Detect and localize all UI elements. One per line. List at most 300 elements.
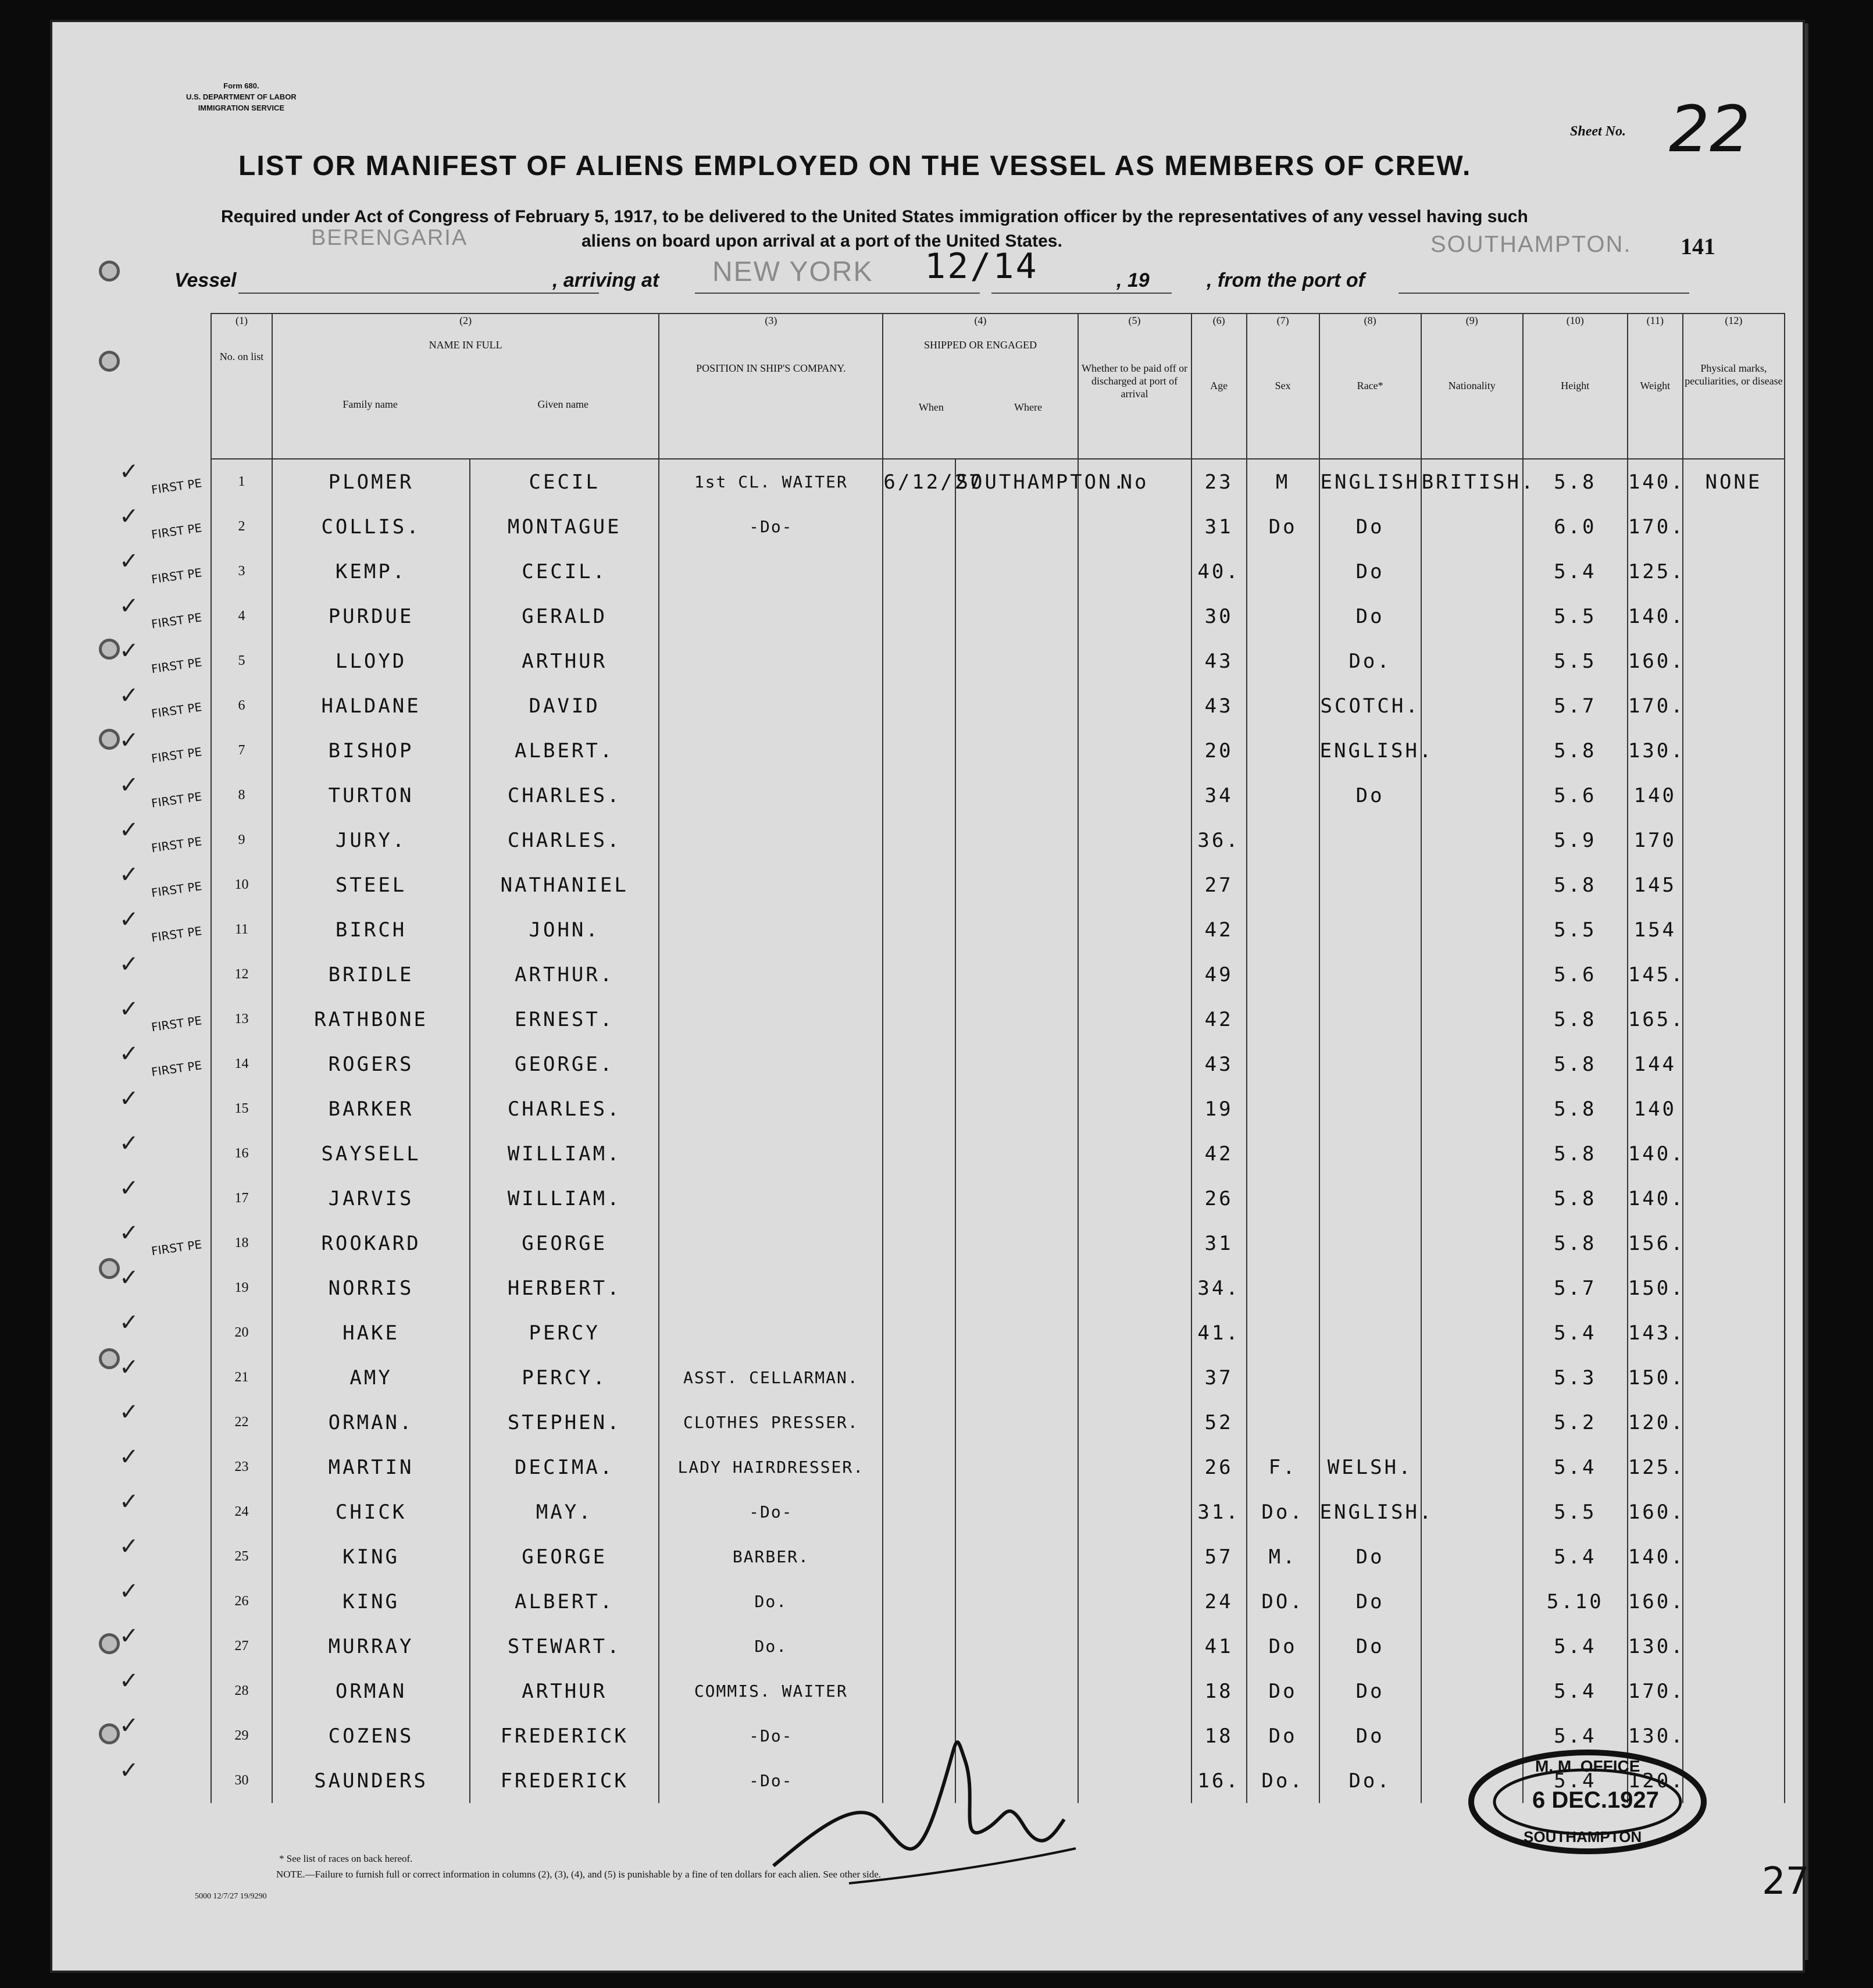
table-row [211, 1221, 1785, 1266]
nationality [1421, 549, 1523, 594]
weight: 125. [1628, 1445, 1683, 1490]
paid-off [1078, 504, 1191, 549]
sex [1247, 907, 1319, 952]
row-number: 16 [211, 1131, 272, 1176]
col-nationality-header: (9) Nationality [1421, 313, 1523, 459]
height: 5.7 [1523, 683, 1628, 728]
height: 5.8 [1523, 459, 1628, 504]
first-pe-annotation: FIRST PE [150, 610, 203, 632]
table-row [211, 952, 1785, 997]
punch-hole [99, 729, 120, 750]
age: 31. [1191, 1490, 1247, 1534]
height: 5.7 [1523, 1266, 1628, 1310]
shipped-when [883, 1534, 955, 1579]
race [1319, 863, 1421, 907]
paid-off [1078, 907, 1191, 952]
shipped-where [955, 1086, 1078, 1131]
nationality [1421, 504, 1523, 549]
table-row [211, 863, 1785, 907]
height: 5.4 [1523, 1758, 1628, 1803]
paid-off [1078, 1400, 1191, 1445]
height: 5.4 [1523, 1534, 1628, 1579]
check-mark-icon: ✓ [119, 548, 139, 575]
nationality [1421, 1086, 1523, 1131]
crew-manifest-table [211, 313, 1785, 1803]
race [1319, 1266, 1421, 1310]
family-name: SAYSELL [272, 1131, 470, 1176]
check-mark-icon: ✓ [119, 1533, 139, 1560]
first-pe-annotation: FIRST PE [150, 1058, 203, 1079]
sex: Do [1247, 1624, 1319, 1669]
race: Do [1319, 773, 1421, 818]
race: Do. [1319, 1758, 1421, 1803]
col-no-header: (1) No. on list [211, 313, 272, 459]
physical-marks [1683, 594, 1785, 639]
family-name: ROGERS [272, 1042, 470, 1086]
table-row [211, 773, 1785, 818]
shipped-where [955, 1310, 1078, 1355]
given-name: ARTHUR. [470, 952, 659, 997]
shipped-when [883, 773, 955, 818]
position: COMMIS. WAITER [659, 1669, 883, 1713]
check-mark-icon: ✓ [119, 1175, 139, 1202]
row-number: 2 [211, 504, 272, 549]
check-mark-icon: ✓ [119, 1488, 139, 1515]
nationality [1421, 952, 1523, 997]
paid-off [1078, 1579, 1191, 1624]
physical-marks [1683, 1355, 1785, 1400]
from-label: , from the port of [1207, 269, 1365, 291]
page-title: LIST OR MANIFEST OF ALIENS EMPLOYED ON THE VESSEL AS MEMBERS OF CREW. [238, 151, 1472, 181]
family-name: MARTIN [272, 1445, 470, 1490]
physical-marks [1683, 997, 1785, 1042]
weight: 140. [1628, 459, 1683, 504]
shipped-where [955, 504, 1078, 549]
check-mark-icon: ✓ [119, 1757, 139, 1784]
nationality [1421, 1355, 1523, 1400]
sex [1247, 1086, 1319, 1131]
weight: 160. [1628, 639, 1683, 683]
port-underline [695, 293, 980, 294]
shipped-where [955, 1445, 1078, 1490]
paid-off [1078, 1221, 1191, 1266]
height: 5.6 [1523, 952, 1628, 997]
position: BARBER. [659, 1534, 883, 1579]
family-name: HALDANE [272, 683, 470, 728]
given-name: WILLIAM. [470, 1131, 659, 1176]
race [1319, 1176, 1421, 1221]
table-row [211, 639, 1785, 683]
first-pe-annotation: FIRST PE [150, 1013, 203, 1035]
first-pe-annotation: FIRST PE [150, 521, 203, 542]
sex [1247, 639, 1319, 683]
race [1319, 1131, 1421, 1176]
sex [1247, 1176, 1319, 1221]
sex: Do. [1247, 1758, 1319, 1803]
paid-off [1078, 1758, 1191, 1803]
position [659, 728, 883, 773]
table-row [211, 459, 1785, 504]
physical-marks: NONE [1683, 459, 1785, 504]
height: 5.8 [1523, 1131, 1628, 1176]
weight: 130. [1628, 1624, 1683, 1669]
height: 5.8 [1523, 863, 1628, 907]
check-mark-icon: ✓ [119, 1085, 139, 1112]
shipped-where [955, 1400, 1078, 1445]
first-pe-annotation: FIRST PE [150, 744, 203, 766]
given-name: FREDERICK [470, 1713, 659, 1758]
shipped-when [883, 1176, 955, 1221]
sex [1247, 1131, 1319, 1176]
shipped-where [955, 639, 1078, 683]
family-name: BRIDLE [272, 952, 470, 997]
race [1319, 818, 1421, 863]
paid-off [1078, 1310, 1191, 1355]
position [659, 1086, 883, 1131]
penalty-note: NOTE.—Failure to furnish full or correct information in columns (2), (3), (4), and (5) is punishable by a fine of ten dollars for each alien. See other side. [276, 1869, 882, 1880]
check-mark-icon: ✓ [119, 1041, 139, 1067]
age: 18 [1191, 1713, 1247, 1758]
row-number: 4 [211, 594, 272, 639]
weight: 145 [1628, 863, 1683, 907]
row-number: 21 [211, 1355, 272, 1400]
family-name: TURTON [272, 773, 470, 818]
paid-off [1078, 1624, 1191, 1669]
weight: 170. [1628, 504, 1683, 549]
sex [1247, 997, 1319, 1042]
shipped-where [955, 997, 1078, 1042]
shipped-where [955, 907, 1078, 952]
shipped-when [883, 1490, 955, 1534]
shipped-when [883, 1042, 955, 1086]
check-mark-icon: ✓ [119, 861, 139, 888]
given-name: FREDERICK [470, 1758, 659, 1803]
weight: 143. [1628, 1310, 1683, 1355]
shipped-when [883, 639, 955, 683]
height: 5.8 [1523, 728, 1628, 773]
col-name-header: (2) NAME IN FULL Family name Given name [272, 313, 659, 459]
row-number: 5 [211, 639, 272, 683]
table-row [211, 818, 1785, 863]
shipped-when [883, 1624, 955, 1669]
col-height-header: (10) Height [1523, 313, 1628, 459]
physical-marks [1683, 1534, 1785, 1579]
sex [1247, 683, 1319, 728]
age: 34. [1191, 1266, 1247, 1310]
row-number: 26 [211, 1579, 272, 1624]
race: WELSH. [1319, 1445, 1421, 1490]
physical-marks [1683, 1400, 1785, 1445]
age: 18 [1191, 1669, 1247, 1713]
age: 42 [1191, 1131, 1247, 1176]
height: 5.5 [1523, 639, 1628, 683]
row-number: 24 [211, 1490, 272, 1534]
family-name: LLOYD [272, 639, 470, 683]
height: 5.10 [1523, 1579, 1628, 1624]
paid-off [1078, 863, 1191, 907]
shipped-where [955, 1131, 1078, 1176]
sex [1247, 773, 1319, 818]
given-name: CECIL. [470, 549, 659, 594]
physical-marks [1683, 952, 1785, 997]
table-row [211, 1445, 1785, 1490]
table-row [211, 728, 1785, 773]
date-underline [991, 293, 1172, 294]
given-name: CHARLES. [470, 773, 659, 818]
nationality [1421, 1534, 1523, 1579]
table-row [211, 504, 1785, 549]
weight: 140. [1628, 1176, 1683, 1221]
given-name: GEORGE. [470, 1042, 659, 1086]
family-name: COLLIS. [272, 504, 470, 549]
first-pe-annotation: FIRST PE [150, 1237, 203, 1259]
table-row [211, 1310, 1785, 1355]
given-name: GEORGE [470, 1534, 659, 1579]
row-number: 29 [211, 1713, 272, 1758]
year-label: , 19 [1116, 269, 1150, 291]
age: 42 [1191, 907, 1247, 952]
table-row [211, 997, 1785, 1042]
position: -Do- [659, 1713, 883, 1758]
family-name: NORRIS [272, 1266, 470, 1310]
paid-off [1078, 1669, 1191, 1713]
first-pe-annotation: FIRST PE [150, 565, 203, 587]
paid-off [1078, 818, 1191, 863]
shipped-when [883, 594, 955, 639]
col-shipped-header: (4) SHIPPED OR ENGAGED When Where [883, 313, 1078, 459]
sex: Do [1247, 1713, 1319, 1758]
paid-off [1078, 1445, 1191, 1490]
row-number: 25 [211, 1534, 272, 1579]
race [1319, 952, 1421, 997]
height: 5.8 [1523, 997, 1628, 1042]
position [659, 549, 883, 594]
position [659, 1176, 883, 1221]
race [1319, 997, 1421, 1042]
nationality [1421, 1176, 1523, 1221]
shipped-when [883, 1221, 955, 1266]
shipped-where [955, 1579, 1078, 1624]
sex [1247, 594, 1319, 639]
paid-off [1078, 1534, 1191, 1579]
age: 43 [1191, 1042, 1247, 1086]
row-number: 18 [211, 1221, 272, 1266]
paid-off [1078, 997, 1191, 1042]
row-number: 22 [211, 1400, 272, 1445]
age: 42 [1191, 997, 1247, 1042]
shipped-when [883, 1579, 955, 1624]
race [1319, 1086, 1421, 1131]
race: Do [1319, 594, 1421, 639]
physical-marks [1683, 639, 1785, 683]
check-mark-icon: ✓ [119, 1309, 139, 1336]
manifest-page [50, 20, 1810, 1973]
family-name: JURY. [272, 818, 470, 863]
race [1319, 1355, 1421, 1400]
check-mark-icon: ✓ [119, 1130, 139, 1157]
height: 5.4 [1523, 1669, 1628, 1713]
age: 52 [1191, 1400, 1247, 1445]
row-number: 14 [211, 1042, 272, 1086]
age: 26 [1191, 1445, 1247, 1490]
physical-marks [1683, 1310, 1785, 1355]
nationality [1421, 594, 1523, 639]
age: 26 [1191, 1176, 1247, 1221]
shipped-when [883, 1310, 955, 1355]
family-name: BARKER [272, 1086, 470, 1131]
weight: 170. [1628, 1669, 1683, 1713]
row-number: 10 [211, 863, 272, 907]
check-mark-icon: ✓ [119, 1623, 139, 1649]
given-name: PERCY. [470, 1355, 659, 1400]
nationality [1421, 818, 1523, 863]
shipped-where [955, 1624, 1078, 1669]
physical-marks [1683, 1042, 1785, 1086]
family-name: STEEL [272, 863, 470, 907]
race [1319, 1042, 1421, 1086]
shipped-when [883, 504, 955, 549]
sex [1247, 1221, 1319, 1266]
nationality [1421, 1310, 1523, 1355]
given-name: ERNEST. [470, 997, 659, 1042]
col-marks-header: (12) Physical marks, peculiarities, or disease [1683, 313, 1785, 459]
nationality [1421, 1042, 1523, 1086]
family-name: SAUNDERS [272, 1758, 470, 1803]
weight: 140. [1628, 1534, 1683, 1579]
table-row [211, 1042, 1785, 1086]
nationality [1421, 639, 1523, 683]
position [659, 907, 883, 952]
race: ENGLISH [1319, 459, 1421, 504]
paid-off [1078, 1490, 1191, 1534]
col-position-header: (3) POSITION IN SHIP'S COMPANY. [659, 313, 883, 459]
nationality [1421, 773, 1523, 818]
weight: 120. [1628, 1400, 1683, 1445]
position [659, 1131, 883, 1176]
shipped-where [955, 818, 1078, 863]
check-mark-icon: ✓ [119, 906, 139, 933]
from-underline [1398, 293, 1689, 294]
sex: DO. [1247, 1579, 1319, 1624]
table-row [211, 907, 1785, 952]
race: Do [1319, 1534, 1421, 1579]
sheet-number: 22 [1669, 92, 1750, 166]
race: ENGLISH. [1319, 1490, 1421, 1534]
department: U.S. DEPARTMENT OF LABOR [186, 92, 297, 101]
arrival-date: 12/14 [925, 246, 1039, 287]
paid-off [1078, 728, 1191, 773]
sex: F. [1247, 1445, 1319, 1490]
given-name: STEPHEN. [470, 1400, 659, 1445]
position [659, 1221, 883, 1266]
sex: M [1247, 459, 1319, 504]
physical-marks [1683, 863, 1785, 907]
weight: 120. [1628, 1758, 1683, 1803]
shipped-where: SOUTHAMPTON. [955, 459, 1078, 504]
row-number: 27 [211, 1624, 272, 1669]
physical-marks [1683, 1221, 1785, 1266]
sex: Do [1247, 1669, 1319, 1713]
given-name: MAY. [470, 1490, 659, 1534]
sheet-label: Sheet No. [1570, 124, 1626, 139]
nationality [1421, 1400, 1523, 1445]
given-name: GEORGE [470, 1221, 659, 1266]
family-name: ORMAN. [272, 1400, 470, 1445]
age: 43 [1191, 639, 1247, 683]
height: 5.2 [1523, 1400, 1628, 1445]
shipped-where [955, 594, 1078, 639]
table-row [211, 549, 1785, 594]
age: 31 [1191, 1221, 1247, 1266]
physical-marks [1683, 1131, 1785, 1176]
race [1319, 1310, 1421, 1355]
physical-marks [1683, 1266, 1785, 1310]
service: IMMIGRATION SERVICE [198, 104, 284, 112]
row-number: 7 [211, 728, 272, 773]
given-name: NATHANIEL [470, 863, 659, 907]
table-row [211, 1131, 1785, 1176]
weight: 154 [1628, 907, 1683, 952]
row-number: 28 [211, 1669, 272, 1713]
row-number: 19 [211, 1266, 272, 1310]
paid-off [1078, 683, 1191, 728]
weight: 144 [1628, 1042, 1683, 1086]
paid-off [1078, 1131, 1191, 1176]
age: 57 [1191, 1534, 1247, 1579]
age: 41. [1191, 1310, 1247, 1355]
race [1319, 1221, 1421, 1266]
row-number: 6 [211, 683, 272, 728]
shipped-when [883, 1400, 955, 1445]
first-pe-annotation: FIRST PE [150, 655, 203, 676]
weight: 130. [1628, 728, 1683, 773]
paid-off [1078, 1266, 1191, 1310]
vessel-name: BERENGARIA [311, 226, 468, 250]
physical-marks [1683, 818, 1785, 863]
check-mark-icon: ✓ [119, 727, 139, 754]
weight: 140. [1628, 594, 1683, 639]
position: Do. [659, 1624, 883, 1669]
check-mark-icon: ✓ [119, 1220, 139, 1246]
shipped-when [883, 1445, 955, 1490]
shipped-when [883, 907, 955, 952]
nationality [1421, 863, 1523, 907]
check-mark-icon: ✓ [119, 682, 139, 709]
age: 34 [1191, 773, 1247, 818]
family-name: BIRCH [272, 907, 470, 952]
given-name: CHARLES. [470, 1086, 659, 1131]
family-name: MURRAY [272, 1624, 470, 1669]
shipped-where [955, 1042, 1078, 1086]
weight: 140 [1628, 1086, 1683, 1131]
position [659, 952, 883, 997]
check-mark-icon: ✓ [119, 951, 139, 978]
family-name: JARVIS [272, 1176, 470, 1221]
check-mark-icon: ✓ [119, 1354, 139, 1381]
shipped-when [883, 549, 955, 594]
weight: 165. [1628, 997, 1683, 1042]
family-name: KING [272, 1534, 470, 1579]
family-name: BISHOP [272, 728, 470, 773]
race: Do [1319, 1669, 1421, 1713]
age: 37 [1191, 1355, 1247, 1400]
col-race-header: (8) Race* [1319, 313, 1421, 459]
sex [1247, 1400, 1319, 1445]
height: 5.4 [1523, 549, 1628, 594]
paid-off [1078, 1176, 1191, 1221]
paid-off [1078, 639, 1191, 683]
first-pe-annotation: FIRST PE [150, 476, 203, 497]
